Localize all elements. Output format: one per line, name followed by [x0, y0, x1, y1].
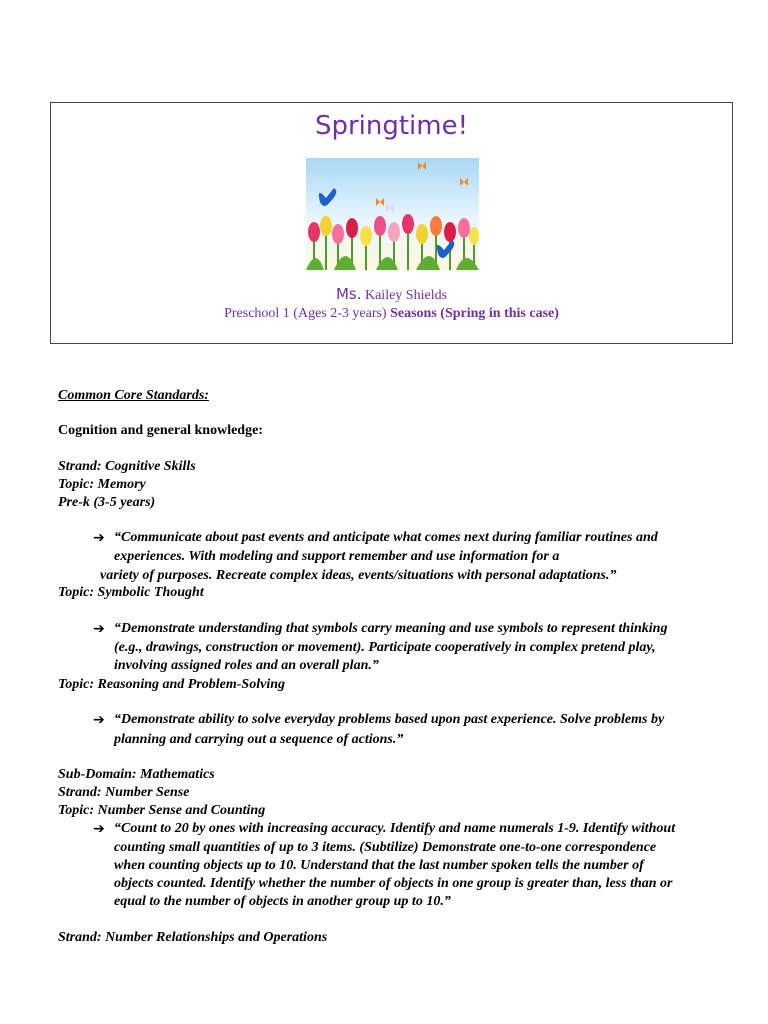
counting-quote-line: objects counted. Identify whether the number of objects in one group is greater than, less than or	[114, 876, 673, 891]
symbolic-quote-line: “Demonstrate understanding that symbols carry meaning and use symbols to represent thinking	[114, 621, 668, 636]
memory-quote-line: variety of purposes. Recreate complex ideas, events/situations with personal adaptations.”	[100, 568, 617, 583]
topic-counting: Topic: Number Sense and Counting	[58, 803, 266, 818]
class-topic: Seasons (Spring in this case)	[390, 306, 559, 321]
strand-number-sense: Strand: Number Sense	[58, 785, 190, 800]
class-text: Preschool 1 (Ages 2-3 years)	[224, 306, 391, 321]
strand-relationships: Strand: Number Relationships and Operations	[58, 930, 328, 945]
spring-image-svg	[306, 158, 479, 270]
symbolic-quote-line: involving assigned roles and an overall plan.”	[114, 658, 379, 673]
author-prefix: Ms.	[335, 285, 362, 303]
symbolic-quote-line: (e.g., drawings, construction or movement). Participate cooperatively in complex pretend play,	[114, 640, 656, 655]
memory-quote-line: “Communicate about past events and anticipate what comes next during familiar routines and	[114, 530, 658, 545]
topic-reasoning: Topic: Reasoning and Problem-Solving	[58, 677, 286, 692]
subdomain-math: Sub-Domain: Mathematics	[58, 767, 215, 782]
class-line	[51, 306, 732, 322]
author-line	[51, 285, 732, 304]
counting-quote-line: when counting objects up to 10. Understand that the last number spoken tells the number of	[114, 858, 644, 873]
counting-quote-line: equal to the number of objects in another group up to 10.”	[114, 894, 451, 909]
arrow-icon: ➔	[93, 712, 105, 728]
author-name: Kailey Shields	[361, 288, 448, 303]
spring-tulips-butterflies-image	[306, 158, 479, 270]
page-title: Springtime!	[314, 111, 469, 141]
arrow-icon: ➔	[93, 821, 105, 837]
topic-symbolic: Topic: Symbolic Thought	[58, 585, 204, 600]
topic-memory: Topic: Memory	[58, 477, 146, 492]
heading-common-core: Common Core Standards:	[58, 388, 209, 403]
arrow-icon: ➔	[93, 621, 105, 637]
counting-quote-line: counting small quantities of up to 3 items. (Subtilize) Demonstrate one-to-one correspondence	[114, 840, 657, 855]
memory-quote-line: experiences. With modeling and support remember and use information for a	[114, 549, 560, 564]
strand-cognitive: Strand: Cognitive Skills	[58, 459, 196, 474]
counting-quote-line: “Count to 20 by ones with increasing accuracy. Identify and name numerals 1-9. Identify without	[114, 821, 676, 836]
prek-label: Pre-k (3-5 years)	[58, 495, 156, 510]
reasoning-quote-line: planning and carrying out a sequence of actions.”	[114, 732, 404, 747]
heading-cognition: Cognition and general knowledge:	[58, 423, 263, 438]
arrow-icon: ➔	[93, 530, 105, 546]
reasoning-quote-line: “Demonstrate ability to solve everyday problems based upon past experience. Solve problems by	[114, 712, 665, 727]
title-box	[50, 102, 733, 344]
